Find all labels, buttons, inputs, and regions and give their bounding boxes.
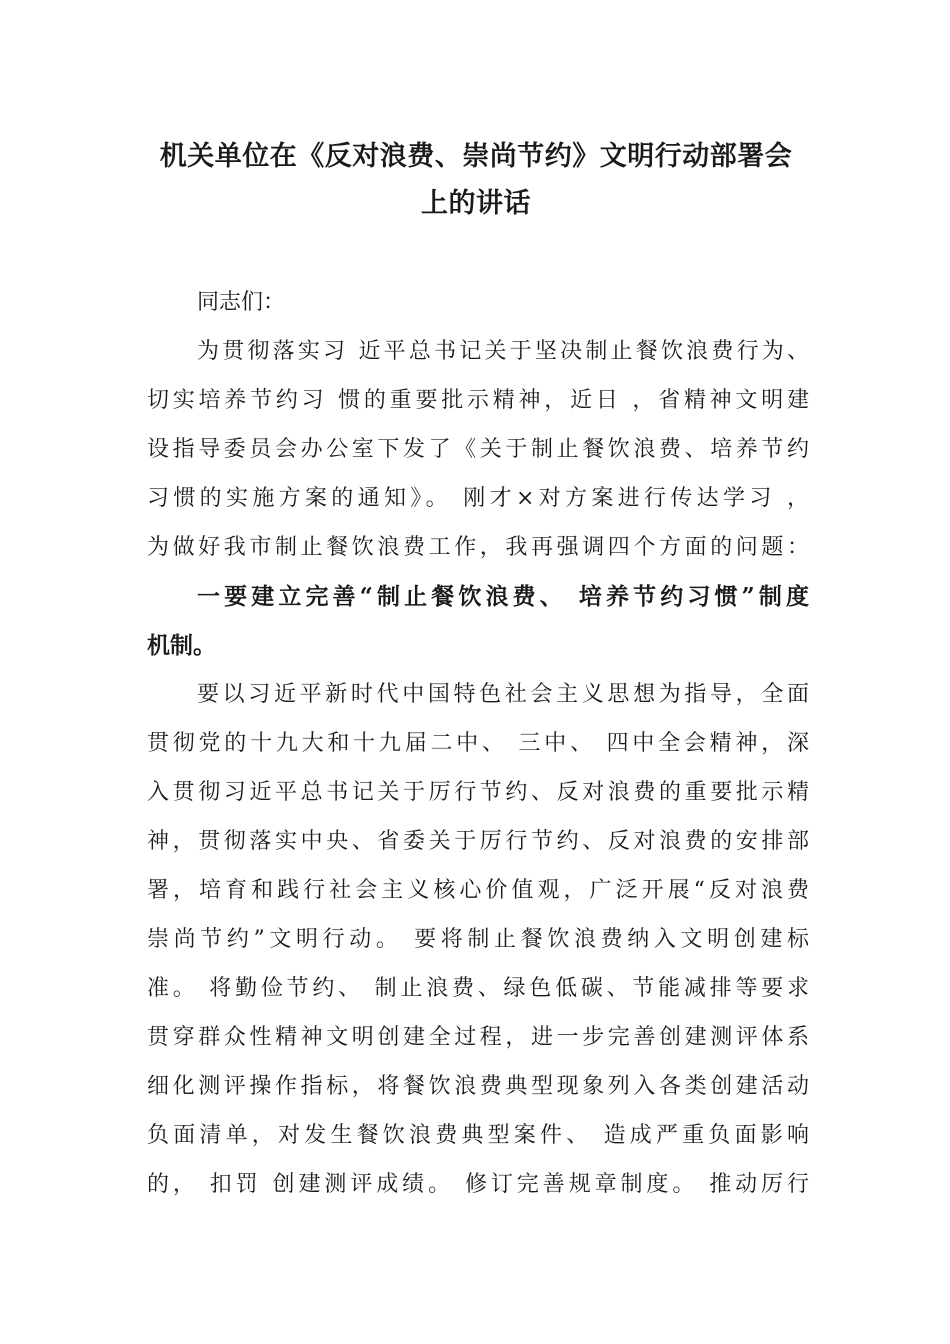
body-line: 神，贯彻落实中央、省委关于厉行节约、反对浪费的安排部 xyxy=(147,829,809,854)
body-line: 准。 将勤俭节约、 制止浪费、绿色低碳、节能减排等要求 xyxy=(147,976,809,1001)
document-title xyxy=(145,133,807,227)
body-line: 崇尚节约”文明行动。 要将制止餐饮浪费纳入文明创建标 xyxy=(147,927,809,952)
body-line: 贯彻党的十九大和十九届二中、 三中、 四中全会精神，深 xyxy=(147,731,809,756)
body-line: 的， 扣罚 创建测评成绩。 修订完善规章制度。 推动厉行 xyxy=(147,1172,809,1197)
body-line: 负面清单，对发生餐饮浪费典型案件、 造成严重负面影响 xyxy=(147,1123,809,1148)
salutation: 同志们： xyxy=(197,290,286,315)
body-line: 要以习近平新时代中国特色社会主义思想为指导，全面 xyxy=(197,682,809,707)
section-heading: 机制。 xyxy=(147,632,216,659)
body-line: 细化测评操作指标，将餐饮浪费典型现象列入各类创建活动 xyxy=(147,1074,809,1099)
body-line: 为贯彻落实习 近平总书记关于坚决制止餐饮浪费行为、 xyxy=(197,339,809,364)
body-line: 设指导委员会办公室下发了《关于制止餐饮浪费、培养节约 xyxy=(147,437,809,462)
body-line: 切实培养节约习 惯的重要批示精神，近日 ，省精神文明建 xyxy=(147,388,809,413)
body-line: 习惯的实施方案的通知》。 刚才×对方案进行传达学习 ， xyxy=(147,486,809,511)
title-line-2: 上的讲话 xyxy=(421,188,531,219)
body-line: 贯穿群众性精神文明创建全过程，进一步完善创建测评体系 xyxy=(147,1025,809,1050)
document-body xyxy=(147,278,809,1209)
body-line: 为做好我市制止餐饮浪费工作，我再强调四个方面的问题： xyxy=(147,535,809,560)
title-line-1: 机关单位在《反对浪费、崇尚节约》文明行动部署会 xyxy=(159,141,793,172)
body-line: 署，培育和践行社会主义核心价值观，广泛开展“反对浪费 xyxy=(147,878,809,903)
body-line: 入贯彻习近平总书记关于厉行节约、反对浪费的重要批示精 xyxy=(147,780,809,805)
section-heading: 一要建立完善“制止餐饮浪费、 培养节约习惯”制度 xyxy=(197,583,809,610)
